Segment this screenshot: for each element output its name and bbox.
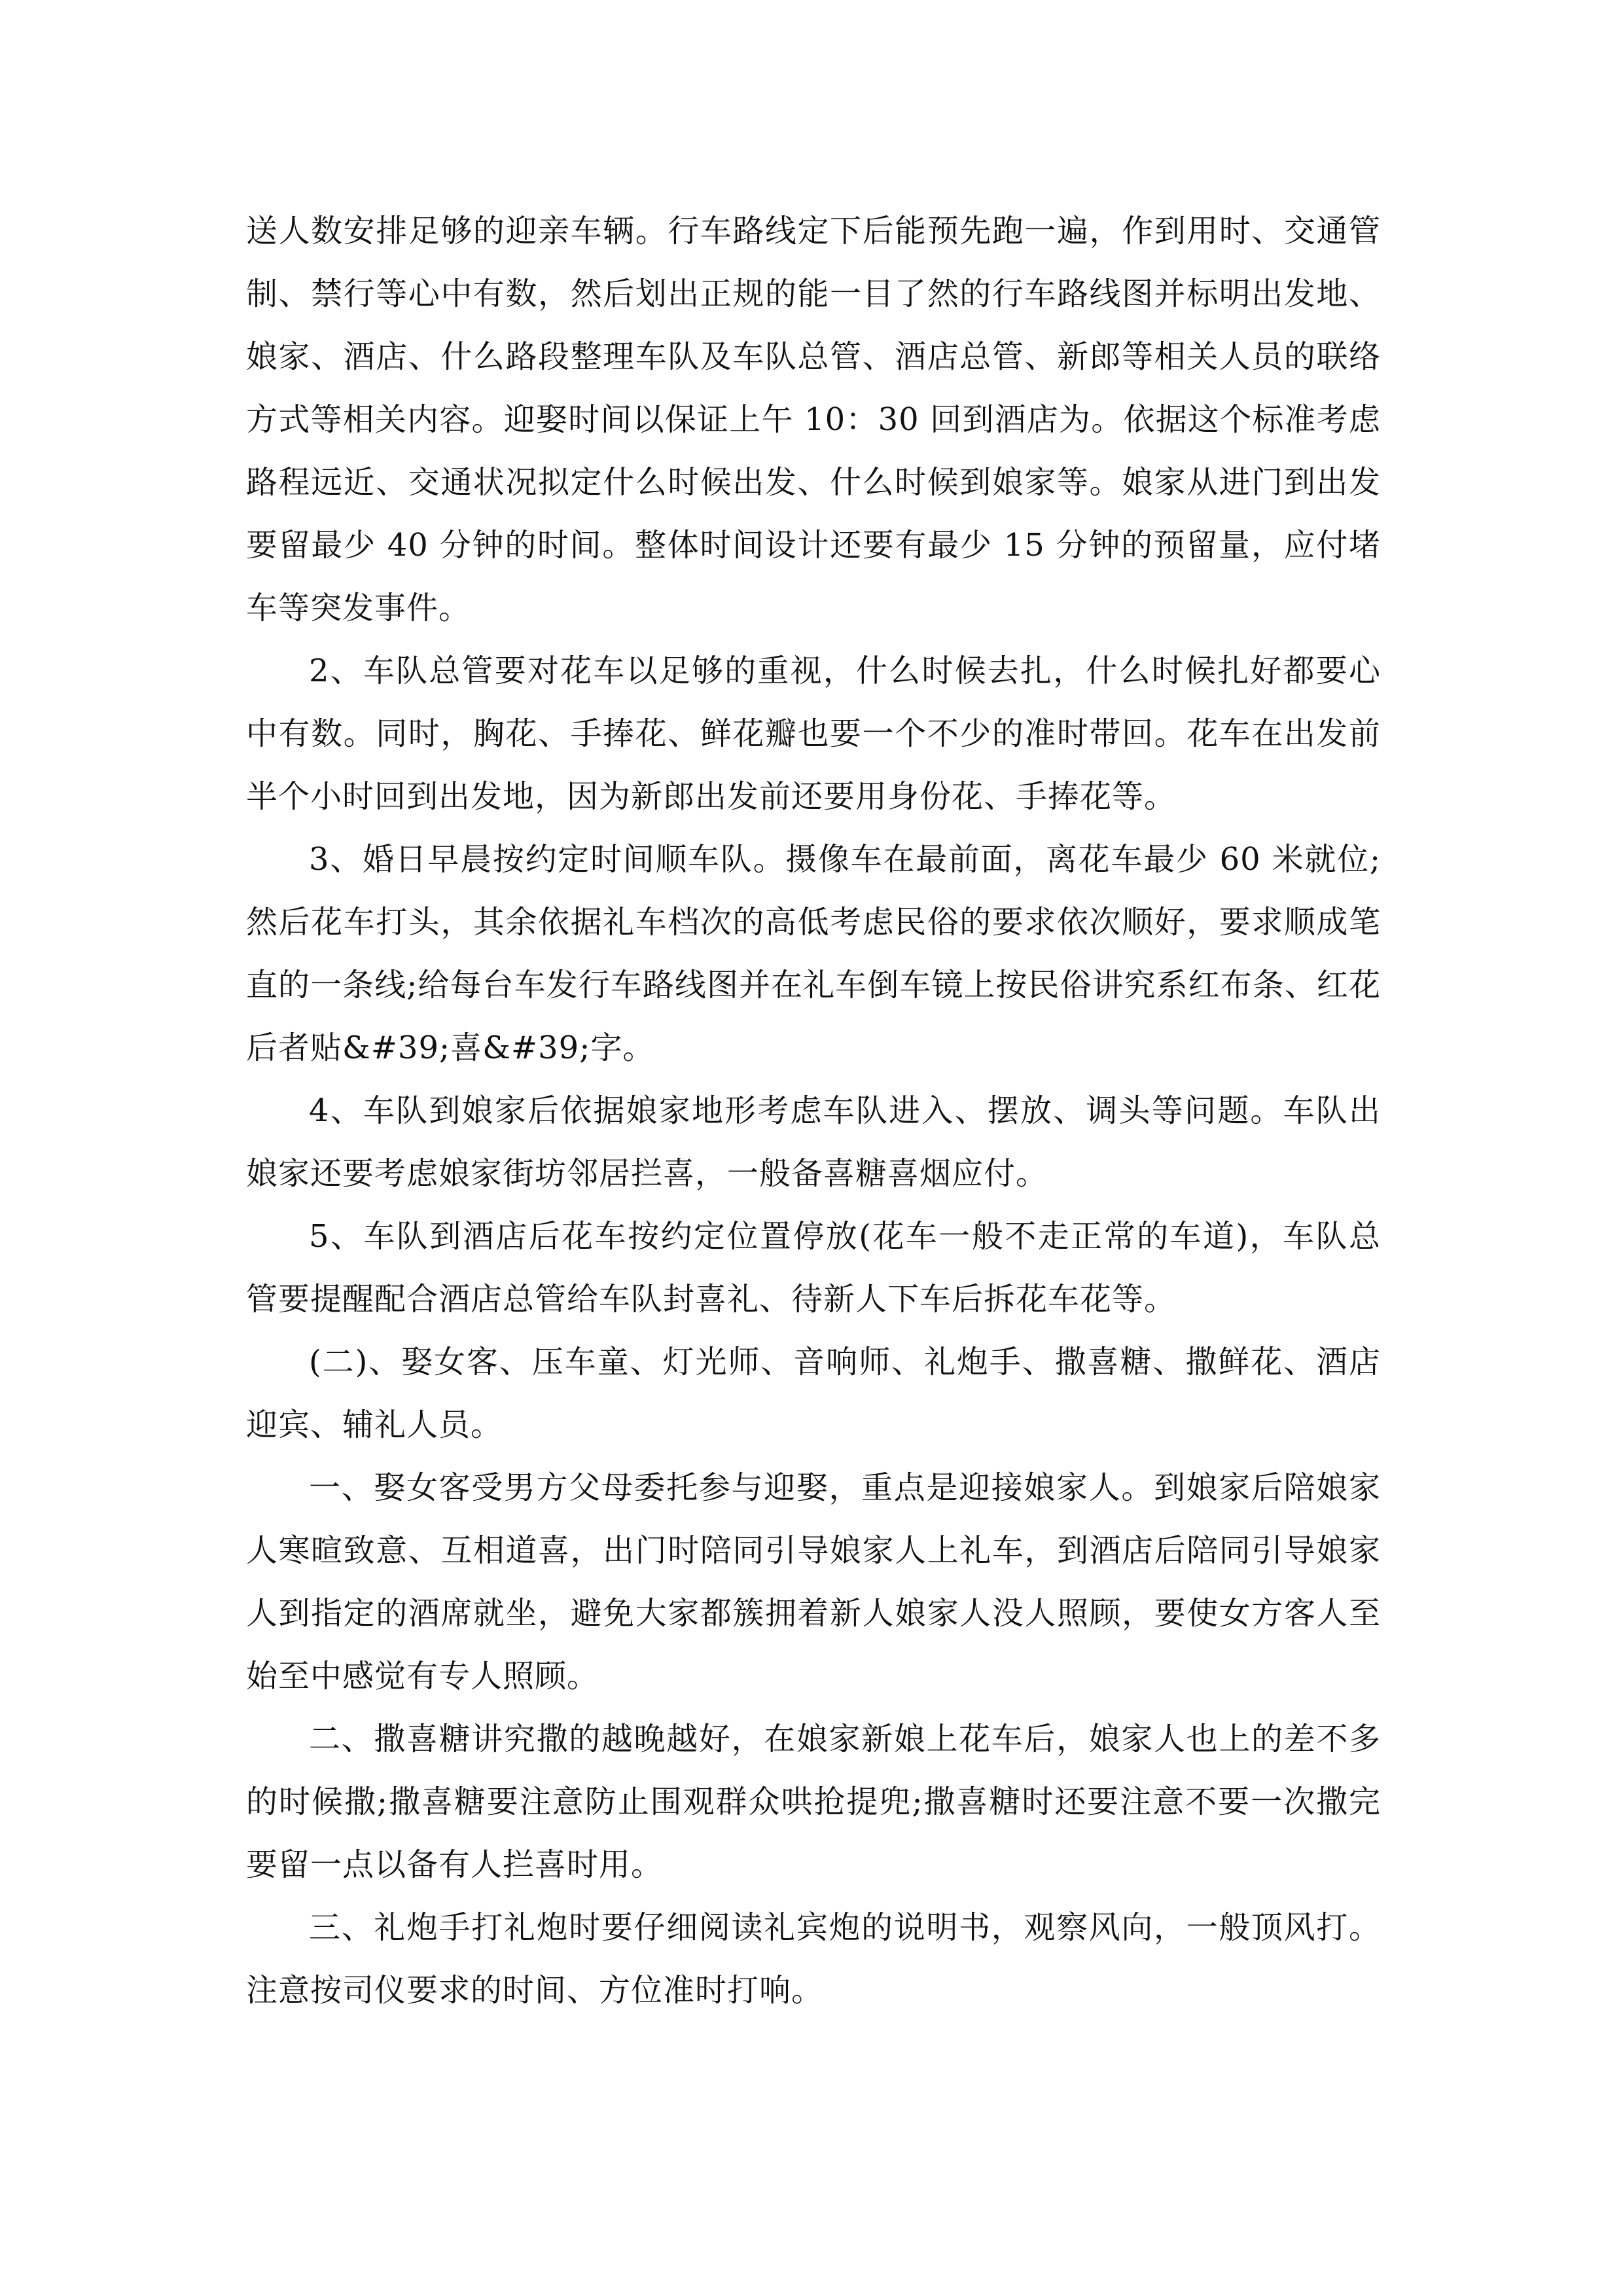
paragraph-4: 4、车队到娘家后依据娘家地形考虑车队进入、摆放、调头等问题。车队出娘家还要考虑娘家街坊邻居拦喜，一般备喜糖喜烟应付。 [246, 1092, 1381, 1192]
paragraph-7: 一、娶女客受男方父母委托参与迎娶，重点是迎接娘家人。到娘家后陪娘家人寒暄致意、互相道喜，出门时陪同引导娘家人上礼车，到酒店后陪同引导娘家人到指定的酒席就坐，避免大家都簇拥着新人娘家人没人照顾，要使女方客人至始至中感觉有专人照顾。 [246, 1469, 1381, 1695]
document-body [246, 200, 1381, 2022]
paragraph-8: 二、撒喜糖讲究撒的越晚越好，在娘家新娘上花车后，娘家人也上的差不多的时候撒;撒喜糖要注意防止围观群众哄抢提兜;撒喜糖时还要注意不要一次撒完要留一点以备有人拦喜时用。 [246, 1721, 1381, 1883]
paragraph-3: 3、婚日早晨按约定时间顺车队。摄像车在最前面，离花车最少 60 米就位;然后花车打头，其余依据礼车档次的高低考虑民俗的要求依次顺好，要求顺成笔直的一条线;给每台车发行车路线图并在礼车倒车镜上按民俗讲究系红布条、红花后者贴&#39;喜&#39;字。 [246, 841, 1381, 1066]
paragraph-6: (二)、娶女客、压车童、灯光师、音响师、礼炮手、撒喜糖、撒鲜花、酒店迎宾、辅礼人员。 [246, 1344, 1381, 1443]
paragraph-9: 三、礼炮手打礼炮时要仔细阅读礼宾炮的说明书，观察风向，一般顶风打。注意按司仪要求的时间、方位准时打响。 [246, 1909, 1381, 2009]
paragraph-1: 送人数安排足够的迎亲车辆。行车路线定下后能预先跑一遍，作到用时、交通管制、禁行等心中有数，然后划出正规的能一目了然的行车路线图并标明出发地、娘家、酒店、什么路段整理车队及车队总管、酒店总管、新郎等相关人员的联络方式等相关内容。迎娶时间以保证上午 10：30 回到酒店为。依据这个标准考虑路程远近、交通状况拟定什么时候出发、什么时候到娘家等。娘家从进门到出发要留最少 40 分钟的时间。整体时间设计还要有最少 15 分钟的预留量，应付堵车等突发事件。 [246, 213, 1381, 626]
paragraph-2: 2、车队总管要对花车以足够的重视，什么时候去扎，什么时候扎好都要心中有数。同时，胸花、手捧花、鲜花瓣也要一个不少的准时带回。花车在出发前半个小时回到出发地，因为新郎出发前还要用身份花、手捧花等。 [246, 653, 1381, 815]
paragraph-5: 5、车队到酒店后花车按约定位置停放(花车一般不走正常的车道)，车队总管要提醒配合酒店总管给车队封喜礼、待新人下车后拆花车花等。 [246, 1218, 1381, 1318]
